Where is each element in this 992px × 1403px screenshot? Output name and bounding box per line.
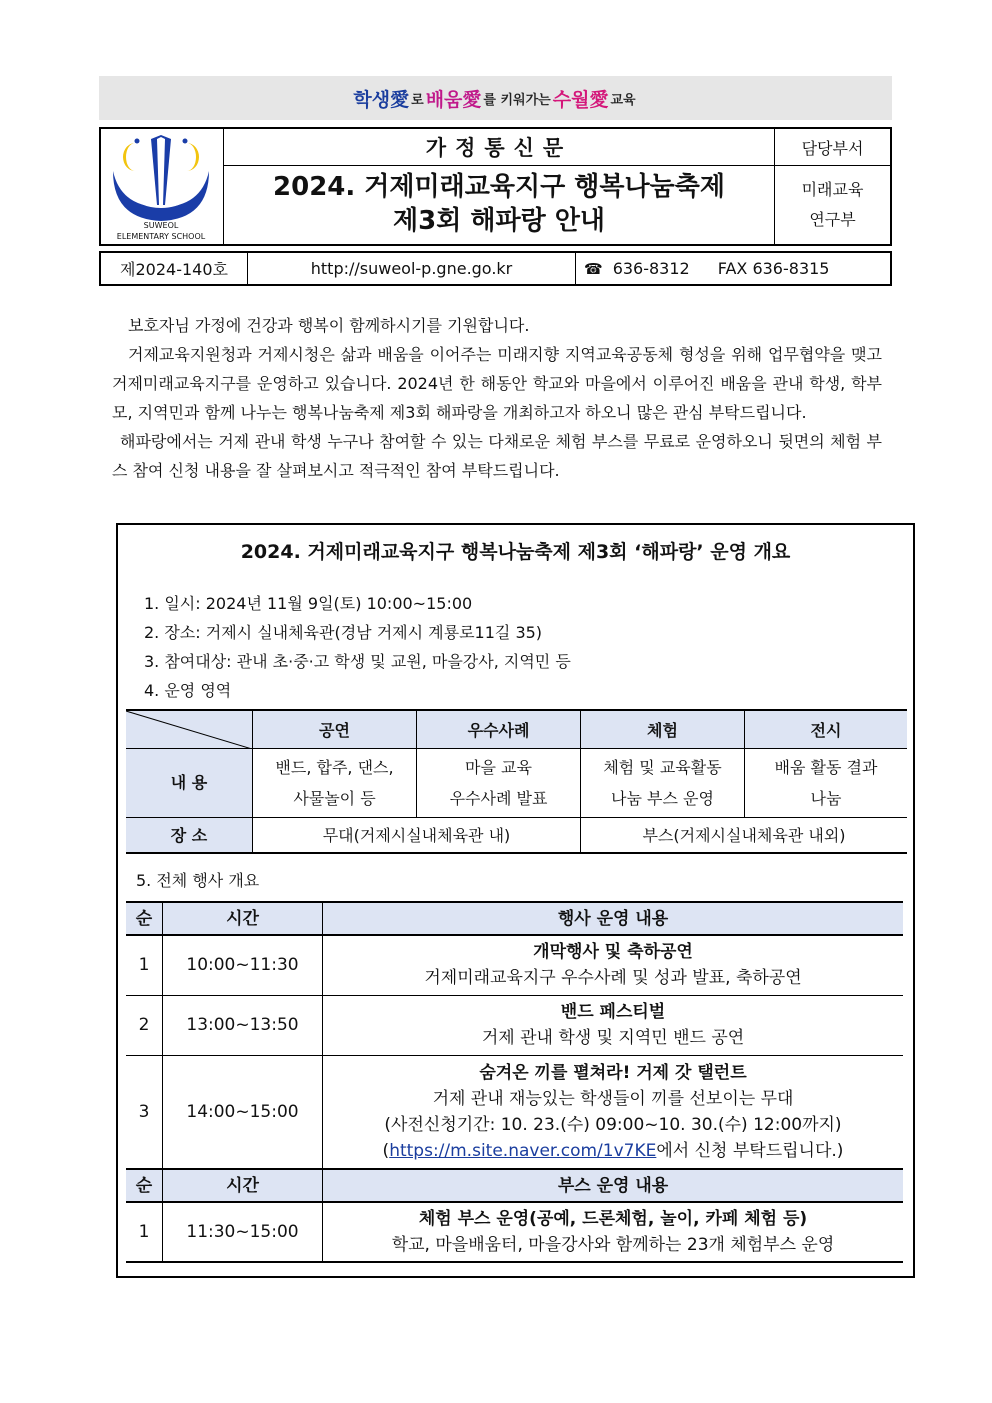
areas-content-line: 나눔 <box>810 788 842 808</box>
title-line-2: 제3회 해파랑 안내 <box>392 206 605 236</box>
overview-item-date: 1. 일시: 2024년 11월 9일(토) 10:00~15:00 <box>144 594 473 613</box>
schedule-title: 개막행사 및 축하공연 <box>533 942 693 963</box>
title-line-1: 2024. 거제미래교육지구 행복나눔축제 <box>273 172 725 203</box>
areas-content-line: 사물놀이 등 <box>293 788 376 808</box>
areas-content-line: 마을 교육 <box>465 757 532 777</box>
schedule-desc: 거제미래교육지구 우수사례 및 성과 발표, 축하공연 <box>424 968 802 989</box>
schedule-no: 2 <box>126 995 163 1055</box>
logo-caption-line2: ELEMENTARY SCHOOL <box>116 232 206 241</box>
schedule-title: 숨겨온 끼를 펼쳐라! 거제 갓 탤런트 <box>479 1062 747 1083</box>
booth-col-time: 시간 <box>163 1169 323 1202</box>
schedule-content <box>323 935 904 995</box>
booth-content <box>323 1202 904 1262</box>
intro-text <box>112 311 882 485</box>
slogan-word-2: 배움愛 <box>425 88 482 111</box>
overview-item-areas: 4. 운영 영역 <box>144 681 232 700</box>
areas-table <box>126 709 907 854</box>
document-header <box>99 127 892 246</box>
schedule-no: 1 <box>126 935 163 995</box>
schedule-content <box>323 1055 904 1169</box>
areas-content-line: 밴드, 합주, 댄스, <box>275 757 394 777</box>
signup-link[interactable]: https://m.site.naver.com/1v7KE <box>389 1140 657 1161</box>
schedule-table <box>126 901 903 1263</box>
slogan-sep-1: 로 <box>411 92 424 108</box>
schedule-col-no: 순 <box>126 902 163 935</box>
areas-content-cell <box>417 748 581 817</box>
areas-header: 체험 <box>581 710 745 748</box>
document-number: 제2024-140호 <box>101 253 248 284</box>
overview-item-place: 2. 장소: 거제시 실내체육관(경남 거제시 계룡로11길 35) <box>144 623 543 642</box>
areas-content-cell <box>581 748 745 817</box>
link-prefix: ( <box>382 1140 390 1161</box>
document-title <box>224 166 774 244</box>
overview-title: 2024. 거제미래교육지구 행복나눔축제 제3회 ‘해파랑’ 운영 개요 <box>240 541 791 563</box>
schedule-col-time: 시간 <box>163 902 323 935</box>
school-url[interactable]: http://suweol-p.gne.go.kr <box>248 253 576 284</box>
schedule-row <box>126 1055 903 1169</box>
areas-place-stage: 무대(거제시실내체육관 내) <box>253 817 581 853</box>
schedule-time: 14:00~15:00 <box>163 1055 323 1169</box>
areas-header: 우수사례 <box>417 710 581 748</box>
slogan-word-3: 수월愛 <box>552 88 609 111</box>
schedule-time: 13:00~13:50 <box>163 995 323 1055</box>
schedule-desc: 거제 관내 재능있는 학생들이 끼를 선보이는 무대 <box>432 1088 794 1109</box>
areas-header: 전시 <box>745 710 908 748</box>
booth-row <box>126 1202 903 1262</box>
schedule-desc-period: (사전신청기간: 10. 23.(수) 09:00~10. 30.(수) 12:00까지) <box>384 1114 842 1135</box>
intro-paragraph-2: 거제교육지원청과 거제시청은 삶과 배움을 이어주는 미래지향 지역교육공동체 형성을 위해 업무협약을 맺고 거제미래교육지구를 운영하고 있습니다. 2024년 한 해동안 학교와 마을에서 이루어진 배움을 관내 학생, 학부모, 지역민과 함께 나누는 행복나눔축제 제3회 해파랑을 개최하고자 하오니 많은 관심 부탁드립니다. <box>112 345 882 422</box>
overview-item-schedule: 5. 전체 행사 개요 <box>136 871 260 890</box>
logo-caption-line1: SUWEOL <box>143 221 179 230</box>
areas-content-line: 체험 및 교육활동 <box>603 757 722 777</box>
link-suffix: 에서 신청 부탁드립니다.) <box>656 1140 844 1161</box>
logo-caption <box>101 220 221 242</box>
school-logo <box>101 129 224 244</box>
areas-place-label: 장 소 <box>126 817 253 853</box>
department-label: 담당부서 <box>775 129 890 166</box>
areas-content-label: 내 용 <box>126 748 253 817</box>
schedule-col-event: 행사 운영 내용 <box>323 902 904 935</box>
phone-icon: ☎ <box>584 259 603 278</box>
areas-content-cell <box>745 748 908 817</box>
schedule-row <box>126 935 903 995</box>
slogan-banner <box>99 76 892 120</box>
intro-paragraph-3: 해파랑에서는 거제 관내 학생 누구나 참여할 수 있는 다채로운 체험 부스를 무료로 운영하오니 뒷면의 체험 부스 참여 신청 내용을 잘 살펴보시고 적극적인 참여 부탁드립니다. <box>112 432 882 480</box>
slogan-sep-2: 를 키워가는 <box>483 92 551 108</box>
overview-box <box>116 523 915 1278</box>
booth-title: 체험 부스 운영(공예, 드론체험, 놀이, 카페 체험 등) <box>418 1209 808 1229</box>
contact-info <box>576 253 890 284</box>
areas-header: 공연 <box>253 710 417 748</box>
areas-place-booth: 부스(거제시실내체육관 내외) <box>581 817 908 853</box>
department-line-1: 미래교육 <box>801 180 864 200</box>
booth-desc: 학교, 마을배움터, 마을강사와 함께하는 23개 체험부스 운영 <box>391 1235 835 1255</box>
slogan-sep-3: 교육 <box>610 92 636 108</box>
schedule-no: 3 <box>126 1055 163 1169</box>
booth-no: 1 <box>126 1202 163 1262</box>
schedule-content <box>323 995 904 1055</box>
overview-item-target: 3. 참여대상: 관내 초·중·고 학생 및 교원, 마을강사, 지역민 등 <box>144 652 571 671</box>
areas-content-line: 배움 활동 결과 <box>774 757 878 777</box>
areas-content-line: 나눔 부스 운영 <box>611 788 714 808</box>
fax-number: FAX 636-8315 <box>717 259 830 278</box>
booth-col-no: 순 <box>126 1169 163 1202</box>
diagonal-divider <box>126 711 252 749</box>
schedule-desc-link <box>323 1138 903 1164</box>
schedule-time: 10:00~11:30 <box>163 935 323 995</box>
areas-content-line: 우수사례 발표 <box>449 788 548 808</box>
document-category: 가정통신문 <box>224 129 774 166</box>
title-cell <box>224 129 775 244</box>
areas-corner-cell <box>126 710 253 748</box>
intro-paragraph-1: 보호자님 가정에 건강과 행복이 함께하시기를 기원합니다. <box>128 316 530 335</box>
schedule-title: 밴드 페스티벌 <box>560 1002 666 1022</box>
info-bar <box>99 251 892 286</box>
booth-time: 11:30~15:00 <box>163 1202 323 1262</box>
department-line-2: 연구부 <box>809 210 856 229</box>
slogan-word-1: 학생愛 <box>353 88 410 111</box>
schedule-row <box>126 995 903 1055</box>
phone-number: 636-8312 <box>612 259 690 278</box>
department-cell <box>775 129 890 244</box>
schedule-desc: 거제 관내 학생 및 지역민 밴드 공연 <box>481 1028 745 1048</box>
department-name <box>775 166 890 244</box>
logo-name: 수 월 <box>139 191 183 204</box>
booth-col-event: 부스 운영 내용 <box>323 1169 904 1202</box>
areas-content-cell <box>253 748 417 817</box>
